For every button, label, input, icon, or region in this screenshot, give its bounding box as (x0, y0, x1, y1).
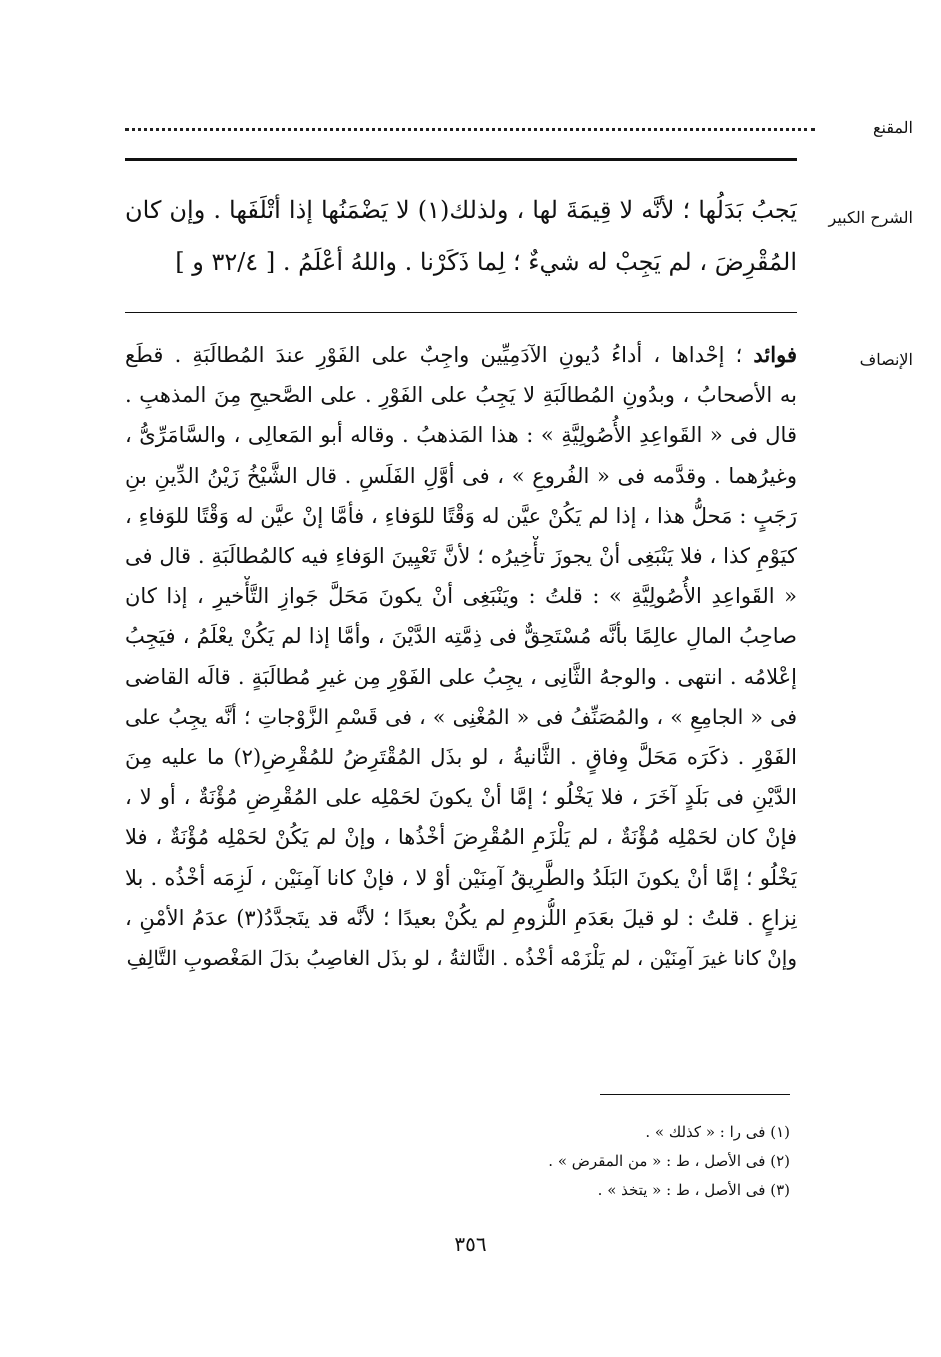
insaf-line: الدَّيْنِ فى بَلَدٍ آخَرَ ، فلا يَخْلُو ؛ إمَّا أنْ يكونَ لحَمْلِه على المُقْرِضِ مُؤْنَةٌ ، أو لا ، (125, 785, 797, 810)
insaf-line-text: ؛ إحْداها ، أداءُ دُيونِ الآدَمِيِّين واجِبٌ على الفَوْرِ عندَ المُطالَبَةِ . قطَع (125, 343, 743, 367)
muqni-dotted-rule (125, 128, 815, 131)
footnote: (٣) فى الأصل ، ط : « يتخذ » . (597, 1181, 790, 1199)
section-divider-thin (125, 312, 797, 313)
footnote: (١) فى را : « كذلك » . (645, 1123, 790, 1141)
insaf-line: وغيرُهما . وقدَّمه فى « الفُروعِ » ، فى أوَّلِ الفَلَسِ . قال الشَّيْخُ زَيْنُ الدِّينِ بنِ (125, 463, 797, 488)
insaf-line: « القَواعِدِ الأُصُولِيَّةِ » : قلتُ : ويَنْبَغِى أنْ يكونَ مَحَلَّ جَوازِ التَّأْخيرِ ، إذا كان (125, 584, 797, 609)
page-number: ٣٥٦ (454, 1232, 487, 1256)
insaf-line: وإنْ كانا غيرَ آمِنَيْن ، لم يَلْزَمْه أخْذُه . الثَّالثةُ ، لو بذَل الغاصِبُ بدَلَ المَغْصوبِ التَّالِفِ (126, 946, 797, 971)
insaf-line: قال فى « القَواعِدِ الأُصُولِيَّةِ » : هذا المَذهبُ . وقاله أبو المَعالِى ، والسَّامَرِّىُّ ، (125, 423, 797, 448)
footnote-divider (600, 1094, 790, 1095)
section-label-muqni: المقنع (872, 118, 913, 137)
insaf-line: رَجَبٍ : مَحلُّ هذا ، إذا لم يَكُنْ عيَّن له وَقْتًا للوَفاءِ ، فأمَّا إنْ عيَّن له وَقْتًا للوَفاءِ ، (125, 503, 797, 528)
sharh-line: يَجبُ بَدَلُها ؛ لأنَّه لا قِيمَةَ لها ، ولذلك(١) لا يَضْمَنُها إذا أتْلَفَها . وإن كان (125, 196, 797, 224)
footnotes (430, 1118, 790, 1205)
insaf-lead-word: فوائد (753, 342, 797, 367)
insaf-line: صاحِبُ المالِ عالِمًا بأنَّه مُسْتَحِقٌّ فى ذِمَّتِه الدَّيْنَ ، وأمَّا إذا لم يَكُنْ يعْلَمُ ، فيَجِبُ (125, 624, 797, 649)
insaf-line: نِزاعٍ . قلتُ : لو قيلَ بعَدَمِ اللُّزومِ لم يكُنْ بعيدًا ؛ لأنَّه قد يتَجدَّدُ(٣) عدَمُ الأمْنِ ، (125, 905, 797, 930)
insaf-line: فإنْ كان لحَمْلِه مُؤْنَةٌ ، لم يَلْزَمِ المُقْرِضَ أخْذُها ، وإنْ لم يَكُنْ لحَمْلِه مُؤْنَةٌ ، فلا (125, 825, 797, 850)
footnote: (٢) فى الأصل ، ط : « من المقرض » . (548, 1152, 790, 1170)
section-label-insaf: الإنصاف (859, 350, 913, 369)
insaf-line: يَخْلُو ؛ إمَّا أنْ يكونَ البَلَدُ والطَّرِيقُ آمِنَيْن أوْ لا ، فإنْ كانا آمِنَيْن ، لَزِمَه أخْذُه . بلا (125, 865, 797, 890)
section-divider-thick (125, 158, 797, 161)
sharh-text (125, 184, 797, 288)
sharh-line: المُقْرِضَ ، لم يَجِبْ له شيءٌ ؛ لِما ذَكَرْنا . واللهُ أعْلَمُ . [ ٣٢/٤ و ] (175, 248, 797, 276)
section-label-sharh: الشرح الكبير (828, 208, 913, 227)
insaf-line (125, 335, 797, 375)
insaf-line: إعْلامُه . انتهى . والوجهُ الثَّانِى ، يجِبُ على الفَوْرِ مِن غيرِ مُطالَبَةٍ . قالَه القاضى (125, 664, 797, 689)
insaf-line: فى « الجامِعِ » ، والمُصَنِّفُ فى « المُغْنِى » ، فى قَسْمِ الزَّوْجاتِ ؛ أنَّه يجِبُ على (125, 704, 797, 729)
insaf-text (125, 335, 797, 978)
insaf-line: كيَوْمِ كذا ، فلا يَنْبَغِى أنْ يجوزَ تأْخِيرُه ؛ لأنَّ تَعْيِينَ الوَفاءِ فيه كالمُطالَبَةِ . قال فى (125, 544, 797, 569)
insaf-line: به الأصحابُ ، وبدُونِ المُطالَبَةِ لا يَجِبُ على الفَوْرِ . على الصَّحيحِ مِنَ المذهبِ . (125, 383, 797, 408)
insaf-line: الفَوْرِ . ذكَرَه مَحَلَّ وِفاقٍ . الثَّانيةُ ، لو بذَل المُقْتَرِضُ للمُقْرِضِ(٢) ما عليه مِنَ (125, 745, 797, 770)
